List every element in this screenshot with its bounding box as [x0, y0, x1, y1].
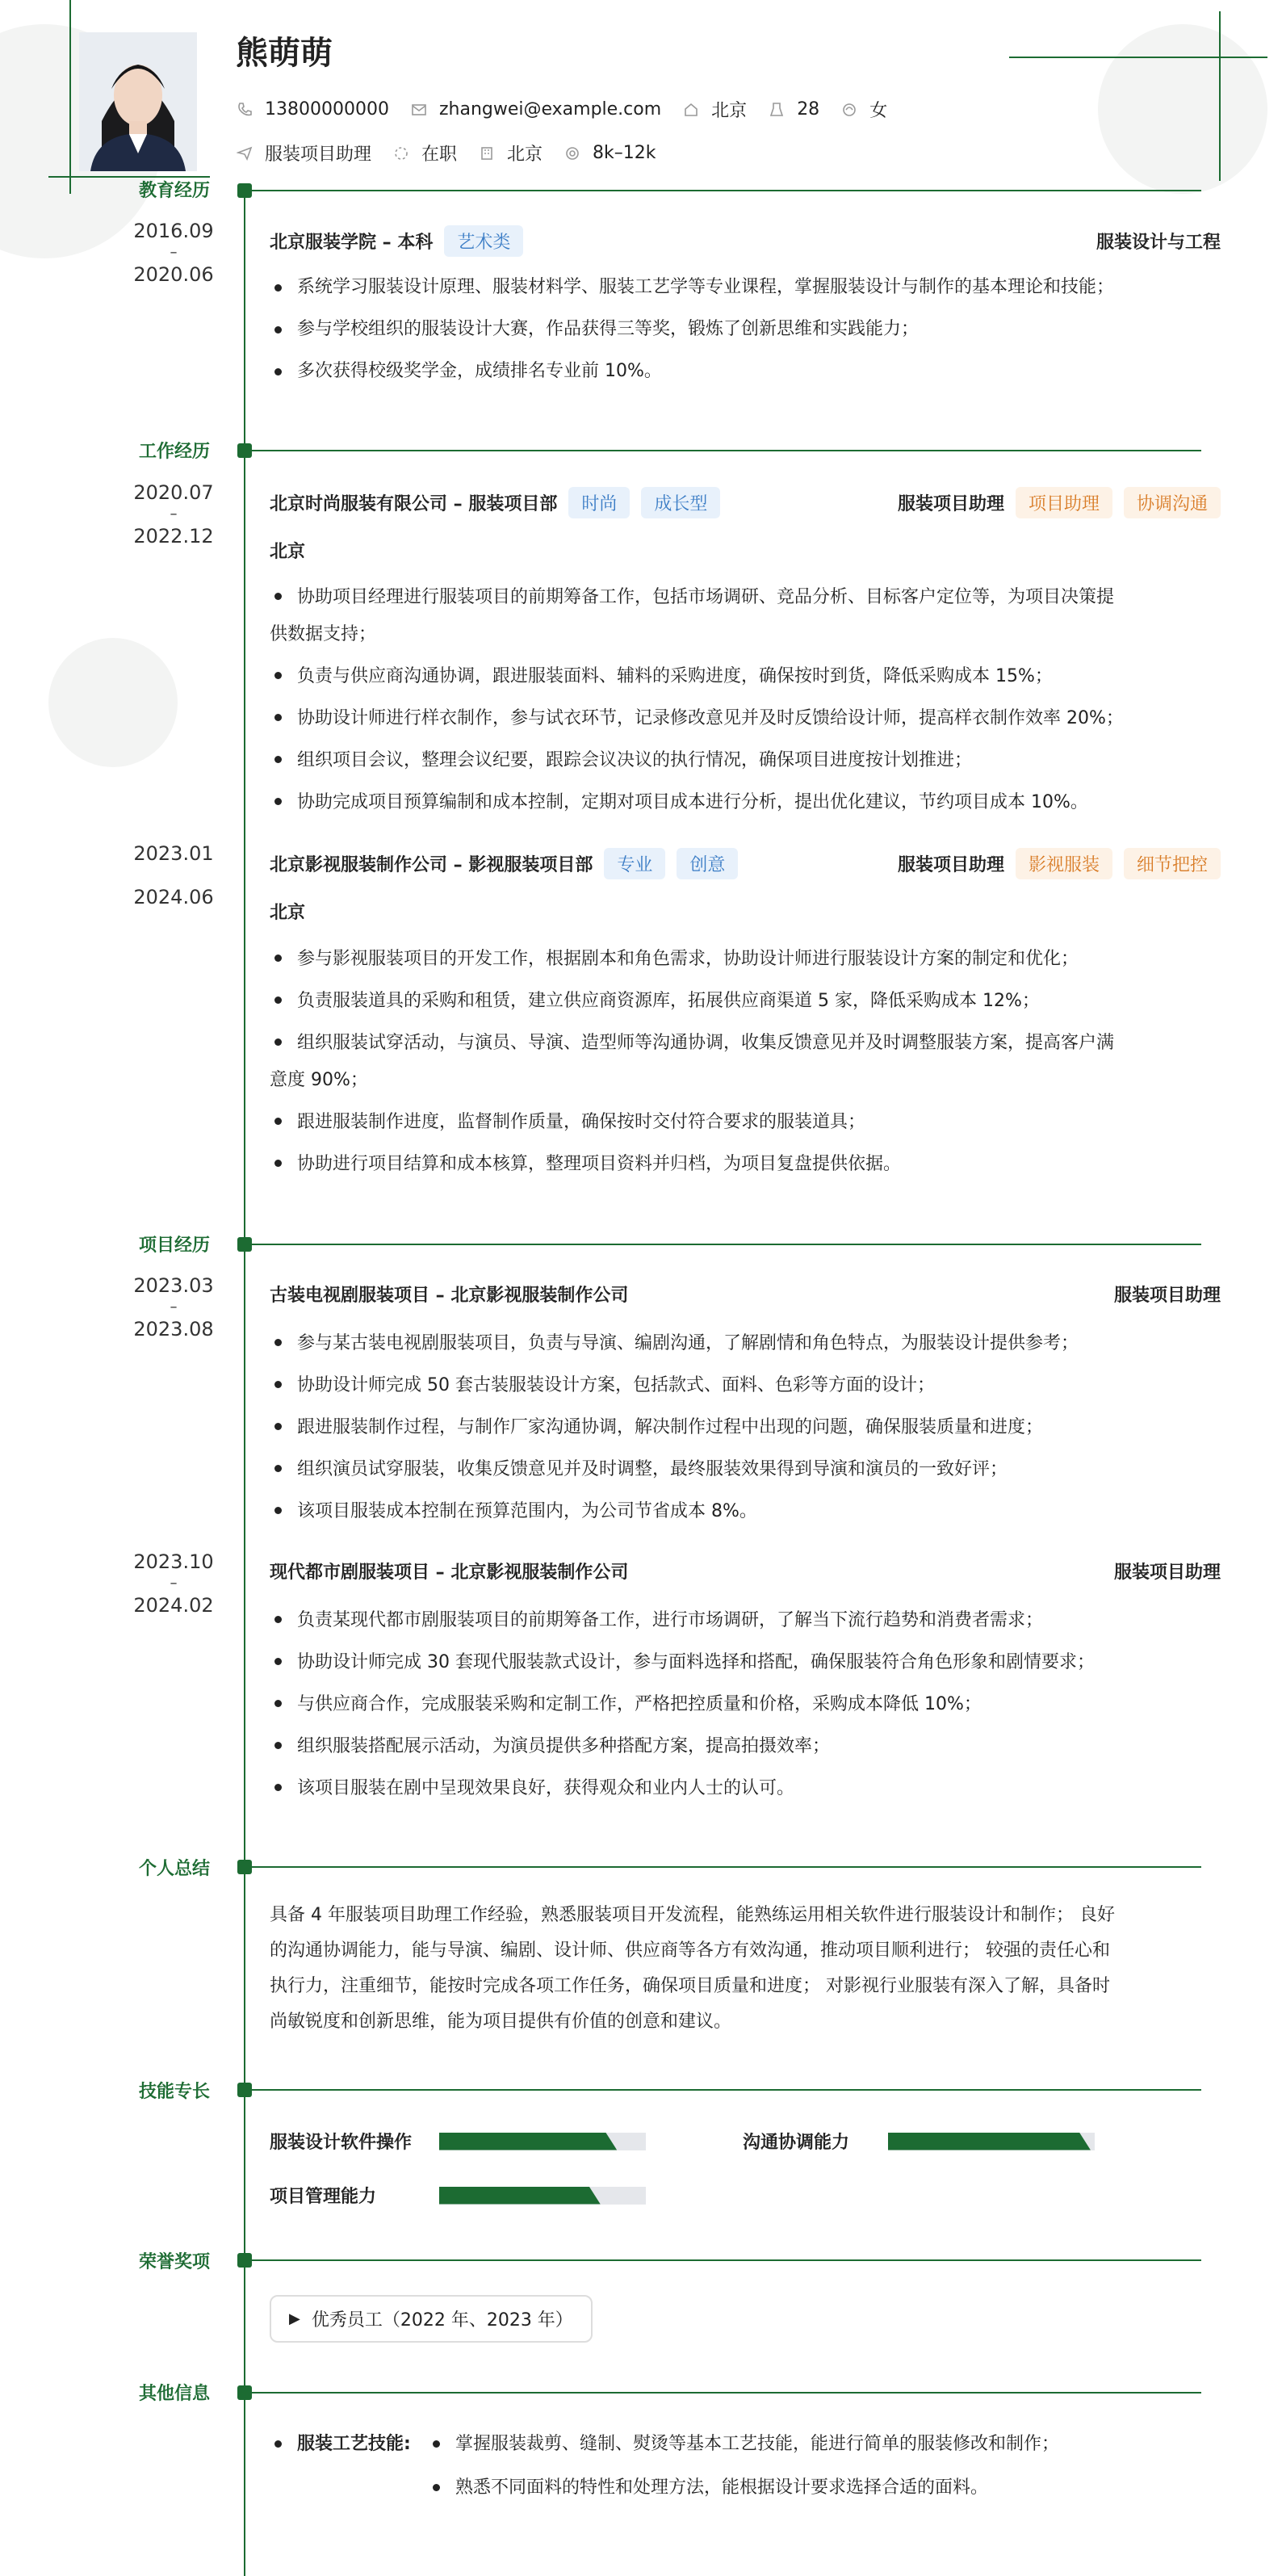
- honor-text: 优秀员工（2022 年、2023 年）: [311, 2310, 573, 2331]
- work-1-start: 2020.07: [133, 481, 214, 504]
- education-tag: 艺术类: [444, 225, 523, 257]
- work-1-end: 2022.12: [133, 525, 214, 548]
- work-1-role-tag-2: 协调沟通: [1124, 487, 1221, 518]
- decor-circle-top-right: [1098, 24, 1267, 194]
- work-1-role-row: [898, 487, 1221, 518]
- education-end: 2020.06: [133, 263, 214, 286]
- list-item-continuation: 意度 90%；: [270, 1070, 368, 1090]
- city-item: [478, 141, 543, 166]
- date-dash: –: [170, 1575, 178, 1592]
- timeline-line: [244, 189, 245, 2576]
- project-2-date: [81, 1552, 266, 1615]
- list-item: 组织服装搭配展示活动，为演员提供多种搭配方案，提高拍摄效率；: [270, 1728, 1206, 1765]
- section-rule-summary: [245, 1866, 1201, 1868]
- project-1-end: 2023.08: [133, 1318, 214, 1340]
- work-2-tag-1: 专业: [604, 848, 665, 879]
- work-1-role-tag-1: 项目助理: [1016, 487, 1112, 518]
- skill-1-bar: [439, 2133, 646, 2150]
- date-dash: –: [170, 506, 178, 522]
- summary-text: [270, 1898, 1206, 2040]
- project-1-date: [81, 1276, 266, 1339]
- list-item: [428, 2468, 1059, 2508]
- list-item: 参与影视服装项目的开发工作，根据剧本和角色需求，协助设计师进行服装设计方案的制定和优化；: [270, 941, 1206, 978]
- project-2-end: 2024.02: [133, 1594, 214, 1617]
- list-item: 负责服装道具的采购和租赁，建立供应商资源库，拓展供应商渠道 5 家，降低采购成本 12%；: [270, 983, 1206, 1020]
- work-2-company: 北京影视服装制作公司 – 影视服装项目部: [270, 855, 593, 875]
- work-2-tag-2: 创意: [677, 848, 738, 879]
- list-item: 组织演员试穿服装，收集反馈意见并及时调整，最终服装效果得到导演和演员的一致好评；: [270, 1451, 1206, 1488]
- project-1-title: 古装电视剧服装项目 – 北京影视服装制作公司: [270, 1286, 629, 1306]
- work-2-role-tag-1: 影视服装: [1016, 848, 1112, 879]
- summary-line: 执行力，注重细节，能按时完成各项工作任务，确保项目质量和进度； 对影视行业服装有深入了解，具备时: [270, 1976, 1110, 1996]
- section-title-work: 工作经历: [138, 442, 210, 462]
- skill-1-fill: [439, 2133, 617, 2150]
- age-text: 28: [797, 99, 820, 120]
- list-item: 协助进行项目结算和成本核算，整理项目资料并归档，为项目复盘提供依据。: [270, 1146, 1206, 1183]
- skill-1-name: 服装设计软件操作: [270, 2133, 413, 2153]
- other-label: [270, 2424, 428, 2508]
- list-item: 协助设计师进行样衣制作，参与试衣环节，记录修改意见并及时反馈给设计师，提高样衣制作效率 20%；: [270, 700, 1206, 737]
- section-rule-honors: [245, 2259, 1201, 2261]
- skill-3-name: 项目管理能力: [270, 2187, 377, 2207]
- list-item: [428, 2424, 1059, 2465]
- list-item: 跟进服装制作过程，与制作厂家沟通协调，解决制作过程中出现的问题，确保服装质量和进度；: [270, 1409, 1206, 1446]
- list-item: 组织服装试穿活动，与演员、导演、造型师等沟通协调，收集反馈意见并及时调整服装方案，提高客户满: [270, 1025, 1206, 1062]
- education-bullets: [270, 271, 1222, 388]
- building-icon: [478, 145, 496, 162]
- bullet-dot: [433, 2484, 440, 2491]
- skill-2-fill: [888, 2133, 1091, 2150]
- project-1-bullets: [270, 1325, 1206, 1530]
- phone-icon: [236, 101, 253, 119]
- section-title-skills: 技能专长: [138, 2082, 210, 2102]
- work-2-bullets: [270, 941, 1206, 1183]
- work-1-city: 北京: [270, 542, 306, 562]
- phone-item: [236, 99, 389, 120]
- list-item: 组织项目会议，整理会议纪要，跟踪会议决议的执行情况，确保项目进度按计划推进；: [270, 742, 1206, 779]
- work-1-tag-1: 时尚: [568, 487, 630, 518]
- salary-text: 8k–12k: [593, 143, 656, 163]
- job-text: 服装项目助理: [265, 145, 372, 165]
- age-icon: [768, 101, 786, 119]
- avatar: [79, 32, 197, 171]
- work-1-role: 服装项目助理: [897, 494, 1004, 514]
- other-items: [428, 2424, 1059, 2508]
- section-rule-skills: [245, 2089, 1201, 2091]
- education-start: 2016.09: [133, 220, 214, 242]
- gender-item: [840, 97, 887, 122]
- project-1-role: 服装项目助理: [1113, 1286, 1221, 1306]
- summary-line: 的沟通协调能力，能与导演、编剧、设计师、供应商等各方有效沟通，推动项目顺利进行； 较强的责任心和: [270, 1940, 1110, 1961]
- other-block: [270, 2424, 1206, 2508]
- salary-item: [563, 143, 656, 163]
- honor-item[interactable]: [270, 2295, 593, 2343]
- status-item: [392, 141, 457, 166]
- list-item: 参与某古装电视剧服装项目，负责与导演、编剧沟通，了解剧情和角色特点，为服装设计提供参考；: [270, 1325, 1206, 1362]
- bullet-dot: [274, 2440, 282, 2448]
- job-row: [236, 141, 677, 166]
- list-item: 该项目服装成本控制在预算范围内，为公司节省成本 8%。: [270, 1493, 1206, 1530]
- corner-line-top-left-v: [69, 0, 71, 194]
- skill-3-bar: [439, 2187, 646, 2205]
- work-2-start: 2023.01: [133, 842, 214, 865]
- section-title-project: 项目经历: [138, 1236, 210, 1256]
- section-rule-other: [245, 2392, 1201, 2393]
- education-header: [270, 225, 523, 257]
- list-item: 负责与供应商沟通协调，跟进服装面料、辅料的采购进度，确保按时到货，降低采购成本 15%；: [270, 658, 1206, 695]
- date-dash: –: [170, 1298, 178, 1315]
- work-2-city: 北京: [270, 903, 306, 923]
- list-item: 该项目服装在剧中呈现效果良好，获得观众和业内人士的认可。: [270, 1770, 1206, 1807]
- gender-text: 女: [869, 101, 888, 121]
- summary-line: 尚敏锐度和创新思维，能为项目提供有价值的创意和建议。: [270, 2012, 732, 2032]
- project-2-start: 2023.10: [133, 1550, 214, 1573]
- job-item: [236, 141, 371, 166]
- list-item: 负责某现代都市剧服装项目的前期筹备工作，进行市场调研，了解当下流行趋势和消费者需求；: [270, 1602, 1206, 1639]
- candidate-name: 熊萌萌: [236, 35, 333, 72]
- section-title-education: 教育经历: [138, 181, 210, 201]
- list-item: 协助完成项目预算编制和成本控制，定期对项目成本进行分析，提出优化建议，节约项目成本 10%。: [270, 784, 1206, 821]
- work-2-role-row: [898, 848, 1221, 879]
- project-2-bullets: [270, 1602, 1206, 1807]
- section-title-summary: 个人总结: [138, 1859, 210, 1879]
- list-item: 协助设计师完成 30 套现代服装款式设计，参与面料选择和搭配，确保服装符合角色形象和剧情要求；: [270, 1644, 1206, 1681]
- work-2-header: [270, 848, 738, 879]
- list-item: 多次获得校级奖学金，成绩排名专业前 10%。: [270, 355, 1222, 388]
- section-rule-education: [245, 190, 1201, 191]
- list-item: 与供应商合作，完成服装采购和定制工作，严格把控质量和价格，采购成本降低 10%；: [270, 1686, 1206, 1723]
- home-icon: [682, 101, 700, 119]
- triangle-right-icon: ▶: [289, 2310, 300, 2327]
- skill-2: [743, 2129, 1095, 2154]
- gender-icon: [840, 101, 858, 119]
- work-2-date: [81, 844, 266, 907]
- section-rule-work: [245, 450, 1201, 451]
- work-2-end: 2024.06: [133, 886, 214, 908]
- skill-3-fill: [439, 2187, 601, 2205]
- date-dash: –: [170, 244, 178, 261]
- other-label-text: 服装工艺技能:: [297, 2434, 411, 2454]
- skill-2-bar: [888, 2133, 1095, 2150]
- work-1-date: [81, 483, 266, 546]
- work-2-role: 服装项目助理: [897, 855, 1004, 875]
- email-text: zhangwei@example.com: [438, 99, 662, 120]
- other-item-text: 掌握服装裁剪、缝制、熨烫等基本工艺技能，能进行简单的服装修改和制作；: [455, 2434, 1060, 2454]
- other-item-text: 熟悉不同面料的特性和处理方法，能根据设计要求选择合适的面料。: [455, 2477, 989, 2498]
- contact-row: [236, 97, 908, 122]
- project-1-start: 2023.03: [133, 1274, 214, 1297]
- education-school: 北京服装学院 – 本科: [270, 233, 434, 253]
- phone-text: 13800000000: [265, 99, 389, 120]
- section-title-other: 其他信息: [138, 2384, 210, 2404]
- list-item: 协助项目经理进行服装项目的前期筹备工作，包括市场调研、竞品分析、目标客户定位等，为项目决策提: [270, 579, 1206, 616]
- list-item: 参与学校组织的服装设计大赛，作品获得三等奖，锻炼了创新思维和实践能力；: [270, 313, 1222, 346]
- status-text: 在职: [421, 145, 458, 165]
- location-item: [682, 97, 747, 122]
- location-text: 北京: [711, 101, 748, 121]
- work-1-tag-2: 成长型: [641, 487, 720, 518]
- mail-icon: [410, 101, 428, 119]
- section-rule-project: [245, 1244, 1201, 1245]
- decor-circle-mid-left: [48, 638, 178, 767]
- project-2-role: 服装项目助理: [1113, 1563, 1221, 1583]
- list-item: 系统学习服装设计原理、服装材料学、服装工艺学等专业课程，掌握服装设计与制作的基本理论和技能；: [270, 271, 1222, 304]
- send-icon: [236, 145, 253, 162]
- project-2-title: 现代都市剧服装项目 – 北京影视服装制作公司: [270, 1563, 629, 1583]
- work-1-header: [270, 487, 720, 518]
- skill-2-name: 沟通协调能力: [743, 2133, 850, 2153]
- corner-line-top-right-h: [1009, 57, 1267, 58]
- corner-line-top-right-v: [1219, 11, 1221, 181]
- work-1-bullets: [270, 579, 1206, 821]
- list-item: 协助设计师完成 50 套古装服装设计方案，包括款式、面料、色彩等方面的设计；: [270, 1367, 1206, 1404]
- education-date: [81, 221, 266, 284]
- summary-line: 具备 4 年服装项目助理工作经验，熟悉服装项目开发流程，能熟练运用相关软件进行服装设计和制作； 良好: [270, 1905, 1115, 1925]
- skill-1: [270, 2129, 646, 2154]
- city-text: 北京: [507, 145, 543, 165]
- skill-3: [270, 2183, 646, 2208]
- work-1-company: 北京时尚服装有限公司 – 服装项目部: [270, 494, 558, 514]
- list-item-continuation: 供数据支持；: [270, 624, 377, 644]
- section-title-honors: 荣誉奖项: [138, 2252, 210, 2272]
- work-2-role-tag-2: 细节把控: [1124, 848, 1221, 879]
- age-item: [768, 99, 819, 120]
- coin-icon: [563, 145, 581, 162]
- loading-icon: [392, 145, 410, 162]
- list-item: 跟进服装制作进度，监督制作质量，确保按时交付符合要求的服装道具；: [270, 1104, 1206, 1141]
- other-row: [270, 2424, 1206, 2508]
- bullet-dot: [433, 2440, 440, 2448]
- education-major: 服装设计与工程: [1096, 233, 1221, 253]
- email-item: [410, 99, 661, 120]
